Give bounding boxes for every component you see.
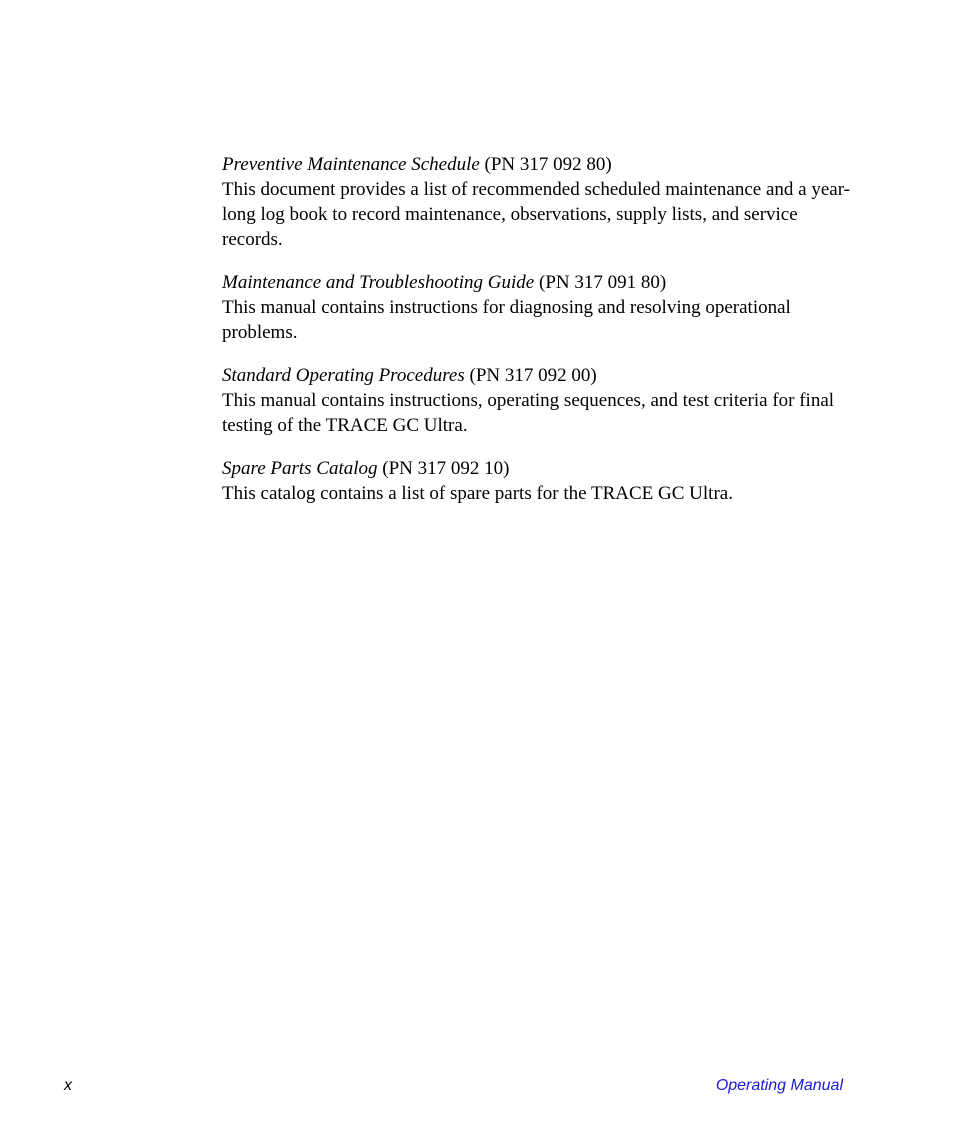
- document-description: This manual contains instructions for diagnosing and resolving operational problems.: [222, 297, 791, 343]
- document-description: This catalog contains a list of spare parts for the TRACE GC Ultra.: [222, 483, 733, 504]
- document-title: Standard Operating Procedures: [222, 365, 465, 386]
- document-entry-operating-procedures: [222, 363, 862, 438]
- entry-heading: [222, 270, 862, 295]
- document-title: Spare Parts Catalog: [222, 458, 378, 479]
- entry-heading: [222, 456, 862, 481]
- document-list: [222, 152, 862, 524]
- part-number: (PN 317 091 80): [534, 272, 667, 293]
- part-number: (PN 317 092 00): [464, 365, 597, 386]
- document-entry-troubleshooting-guide: [222, 270, 862, 345]
- footer-manual-title[interactable]: Operating Manual: [715, 1077, 843, 1094]
- part-number: (PN 317 092 10): [377, 458, 510, 479]
- document-title: Preventive Maintenance Schedule: [222, 154, 480, 175]
- part-number: (PN 317 092 80): [479, 154, 612, 175]
- entry-heading: [222, 152, 862, 177]
- document-title: Maintenance and Troubleshooting Guide: [222, 272, 535, 293]
- document-description: This document provides a list of recommended scheduled maintenance and a year-long log book to record maintenance, observations, supply lists, and service records.: [222, 179, 850, 250]
- entry-heading: [222, 363, 862, 388]
- document-entry-preventive-maintenance: [222, 152, 862, 252]
- document-entry-spare-parts: [222, 456, 862, 506]
- page-number: x: [64, 1077, 72, 1094]
- document-description: This manual contains instructions, operating sequences, and test criteria for final testing of the TRACE GC Ultra.: [222, 390, 835, 436]
